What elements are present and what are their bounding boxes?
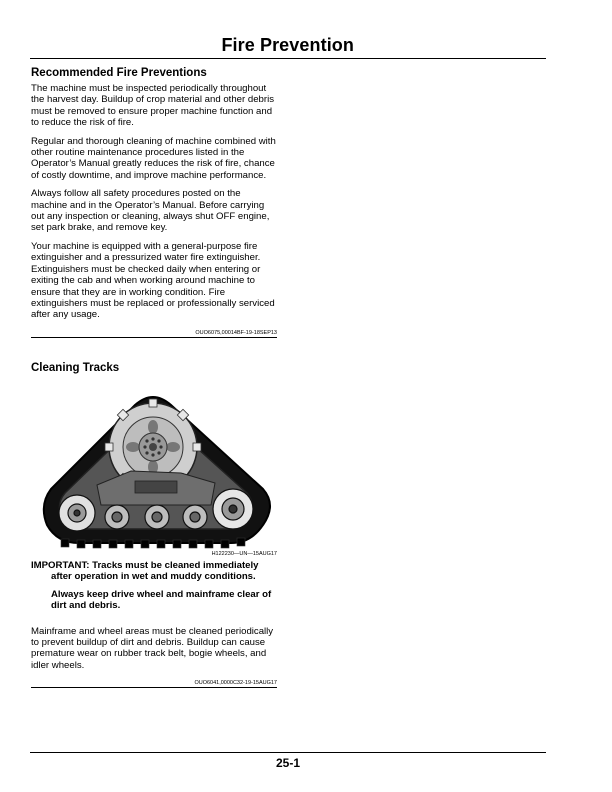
page-title: Fire Prevention <box>221 35 354 55</box>
paragraph: Your machine is equipped with a general-purpose fire extinguisher and a pressurized water fire extinguisher. Extinguishers must be checked daily when entering or exiting the cab and when working around machine to ensure that they are in working condition. Fire extinguishers must be replaced or professionally serviced after any usage. <box>31 240 275 321</box>
reference-rule <box>31 337 277 338</box>
section-fire-preventions <box>31 67 277 338</box>
important-note <box>31 560 277 612</box>
track-drawing <box>31 381 277 549</box>
important-detail: Always keep drive wheel and mainframe clear of dirt and debris. <box>51 588 272 612</box>
reference-rule <box>31 687 277 688</box>
paragraph: The machine must be inspected periodically throughout the harvest day. Buildup of crop material and other debris must be removed to ensure proper machine function and to reduce the risk of fire. <box>31 83 275 129</box>
paragraph: Regular and thorough cleaning of machine combined with other routine maintenance procedures listed in the Operator’s Manual greatly reduces the risk of fire, chance of costly downtime, and improve machine performance. <box>31 135 276 181</box>
paragraph: Mainframe and wheel areas must be cleaned periodically to prevent buildup of dirt and debris. Buildup can cause premature wear on rubber track belt, bogie wheels, and idler wheels. <box>31 625 274 671</box>
section-heading: Cleaning Tracks <box>31 362 120 374</box>
footer-rule <box>30 752 546 753</box>
track-illustration <box>31 381 277 549</box>
reference-code: OUO6075,00014BF-19-18SEP13 <box>195 329 277 336</box>
section-cleaning-tracks <box>31 362 277 688</box>
title-rule <box>30 58 546 59</box>
reference-code: OUO6041,0000C32-19-15AUG17 <box>194 680 277 687</box>
section-heading: Recommended Fire Preventions <box>31 67 207 79</box>
page-number: 25-1 <box>275 756 301 770</box>
important-lead: IMPORTANT: Tracks must be cleaned immediately after operation in wet and muddy conditions. <box>31 560 259 583</box>
figure-reference: H122230—UN—15AUG17 <box>211 551 277 557</box>
paragraph: Always follow all safety procedures posted on the machine and in the Operator’s Manual. Before carrying out any inspection or cleaning, always shut OFF engine, set park brake, and remove key. <box>31 188 270 234</box>
